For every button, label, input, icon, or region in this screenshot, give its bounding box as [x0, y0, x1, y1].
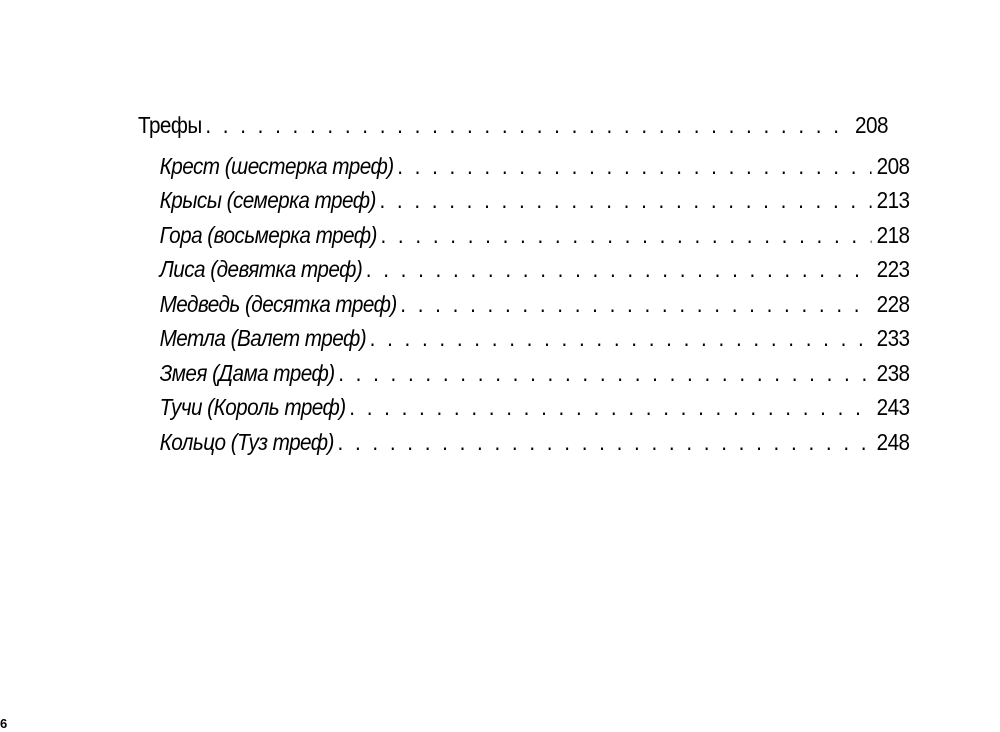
toc-entry-title: Крест (шестерка треф) — [159, 152, 394, 179]
dot-leader — [334, 425, 871, 460]
toc-entry — [138, 356, 910, 391]
toc-entry — [138, 149, 910, 184]
dot-leader — [202, 108, 850, 143]
toc-section-title: Трефы — [138, 112, 202, 138]
dot-leader — [362, 252, 871, 287]
toc-entry — [138, 252, 910, 287]
toc-entry-page: 228 — [876, 290, 910, 317]
toc-entry-title: Тучи (Король треф) — [159, 394, 346, 420]
toc-entry — [138, 390, 910, 425]
dot-leader — [377, 218, 871, 253]
toc-entry-title: Змея (Дама треф) — [159, 359, 335, 386]
dot-leader — [376, 183, 871, 218]
toc-entry-title: Метла (Валет треф) — [159, 325, 367, 351]
toc-entry-title: Гора (восьмерка треф) — [159, 221, 377, 248]
toc-section-page: 208 — [855, 112, 888, 138]
toc-entry-page: 233 — [876, 325, 910, 351]
toc-entry-page: 248 — [876, 428, 910, 455]
dot-leader — [335, 356, 872, 391]
toc-entry — [138, 287, 910, 322]
dot-leader — [394, 149, 872, 184]
toc-entry — [138, 183, 910, 218]
toc-entry-page: 238 — [876, 359, 910, 386]
toc-entry — [138, 425, 910, 460]
toc-entry — [138, 321, 910, 356]
dot-leader — [366, 321, 871, 356]
dot-leader — [346, 390, 872, 425]
toc-entry-page: 218 — [876, 221, 910, 248]
toc-section-heading — [138, 108, 888, 143]
dot-leader — [397, 287, 872, 322]
toc-entry-page: 213 — [876, 187, 910, 213]
toc-entry-title: Медведь (десятка треф) — [159, 290, 397, 317]
toc-entry-title: Кольцо (Туз треф) — [159, 428, 334, 455]
page-number: 6 — [0, 716, 8, 731]
toc-entry — [138, 218, 910, 253]
toc-entry-title: Лиса (девятка треф) — [159, 256, 363, 282]
toc-entry-title: Крысы (семерка треф) — [159, 187, 376, 213]
toc-entry-page: 243 — [876, 394, 910, 420]
table-of-contents — [138, 108, 910, 459]
toc-entry-page: 223 — [876, 256, 910, 282]
toc-entry-page: 208 — [876, 152, 910, 179]
